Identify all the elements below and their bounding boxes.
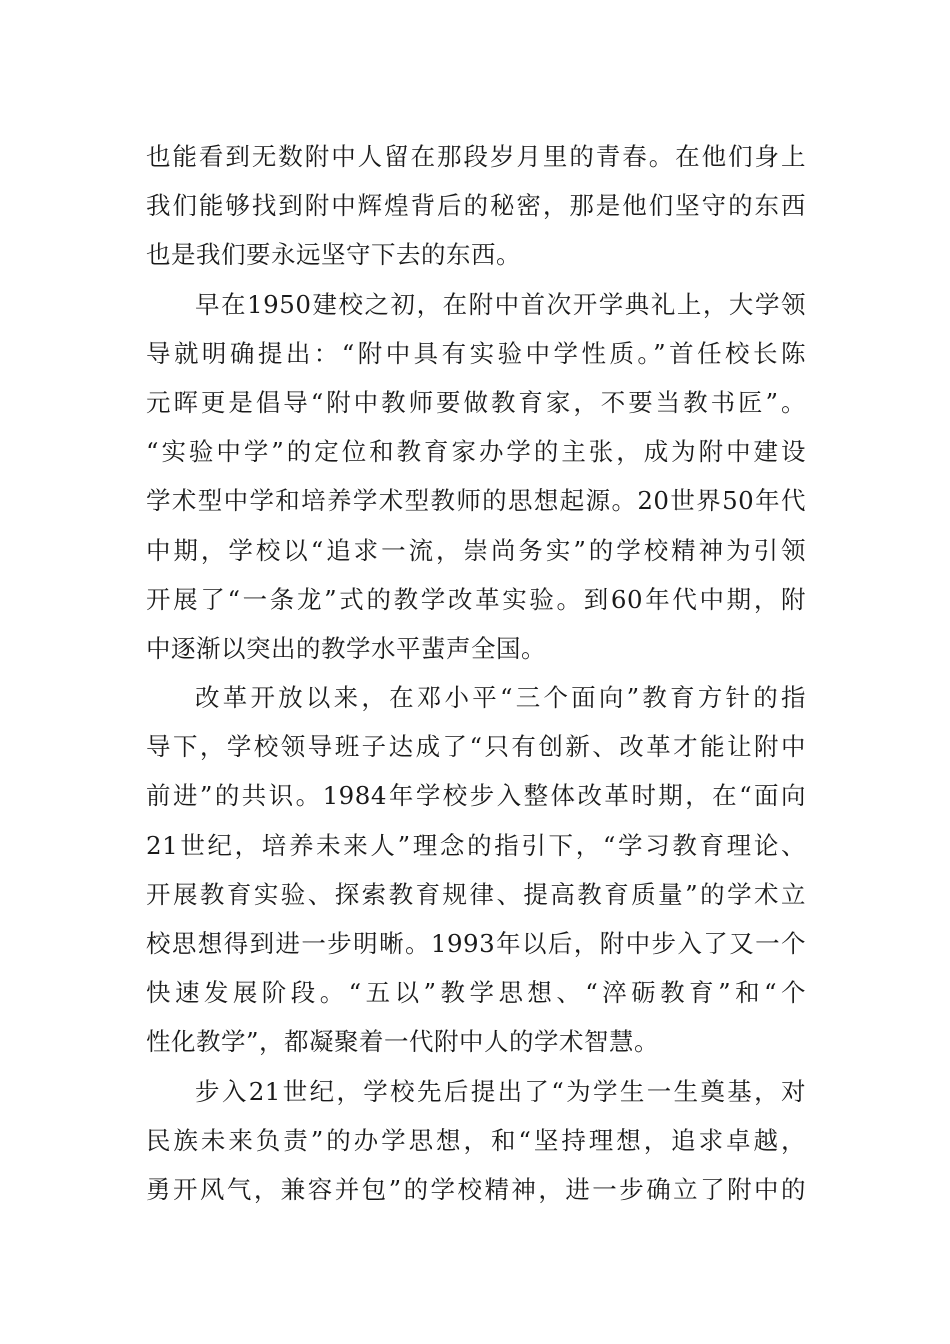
paragraph-2-line-3: 元晖更是倡导“附中教师要做教育家，不要当教书匠”。	[146, 387, 806, 417]
paragraph-1-line-3: 也是我们要永远坚守下去的东西。	[146, 240, 521, 270]
paragraph-3-line-1: 改革开放以来，在邓小平“三个面向”教育方针的指	[195, 683, 806, 713]
paragraph-3-line-3: 前进”的共识。1984年学校步入整体改革时期，在“面向	[146, 781, 806, 811]
paragraph-4-line-1: 步入21世纪，学校先后提出了“为学生一生奠基，对	[195, 1076, 806, 1106]
paragraph-3-line-6: 校思想得到进一步明晰。1993年以后，附中步入了又一个	[146, 929, 806, 958]
paragraph-2-line-7: 开展了“一条龙”式的教学改革实验。到60年代中期，附	[146, 584, 806, 614]
paragraph-3-line-7: 快速发展阶段。“五以”教学思想、“淬砺教育”和“个	[146, 978, 806, 1008]
paragraph-1-line-2: 我们能够找到附中辉煌背后的秘密，那是他们坚守的东西	[146, 191, 806, 221]
paragraph-4-line-3: 勇开风气，兼容并包”的学校精神，进一步确立了附中的	[146, 1174, 806, 1204]
document-body	[146, 132, 806, 1214]
paragraph-3-line-2: 导下，学校领导班子达成了“只有创新、改革才能让附中	[146, 732, 806, 762]
paragraph-2-line-1: 早在1950建校之初，在附中首次开学典礼上，大学领	[195, 289, 806, 319]
paragraph-2-line-2: 导就明确提出：“附中具有实验中学性质。”首任校长陈	[146, 338, 806, 368]
paragraph-4-line-2: 民族未来负责”的办学思想，和“坚持理想，追求卓越，	[146, 1125, 806, 1155]
paragraph-2-line-6: 中期，学校以“追求一流，崇尚务实”的学校精神为引领	[146, 535, 806, 565]
paragraph-3-line-5: 开展教育实验、探索教育规律、提高教育质量”的学术立	[146, 879, 806, 909]
paragraph-2-line-8: 中逐渐以突出的教学水平蜚声全国。	[146, 633, 546, 663]
paragraph-3-line-8: 性化教学”，都凝聚着一代附中人的学术智慧。	[146, 1027, 660, 1057]
paragraph-1-line-1: 也能看到无数附中人留在那段岁月里的青春。在他们身上	[146, 142, 806, 171]
paragraph-2-line-5: 学术型中学和培养学术型教师的思想起源。20世界50年代	[146, 486, 806, 516]
paragraph-2-line-4: “实验中学”的定位和教育家办学的主张，成为附中建设	[146, 437, 806, 467]
paragraph-3-line-4: 21世纪，培养未来人”理念的指引下，“学习教育理论、	[146, 830, 806, 860]
